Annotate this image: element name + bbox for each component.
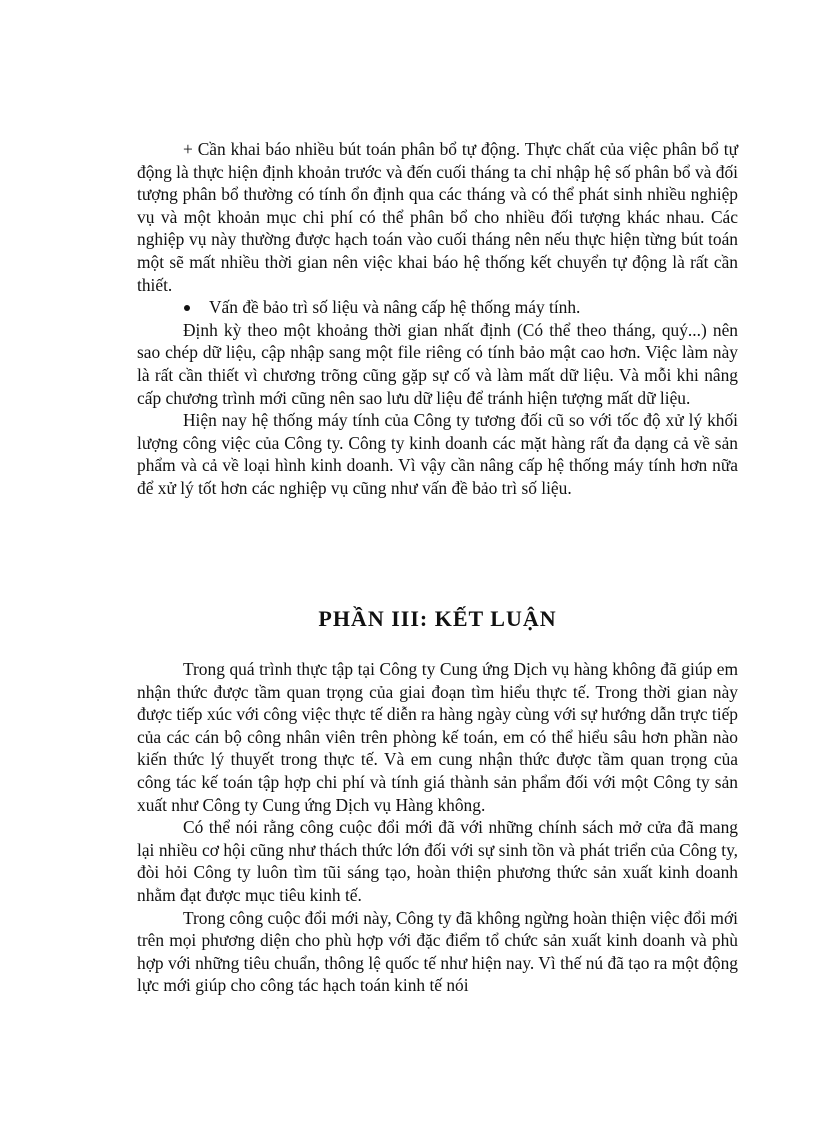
section-body-1	[137, 138, 738, 500]
section-body-2	[137, 658, 738, 997]
bullet-item	[137, 296, 738, 319]
paragraph-auto-allocation: + Cần khai báo nhiều bút toán phân bổ tự động. Thực chất của việc phân bổ tự động là thực hiện định khoản trước và đến cuối tháng ta chỉ nhập hệ số phân bổ và đối tượng phân bổ thường có tính ổn định qua các tháng và có thể phát sinh nhiều nghiệp vụ và một khoản mục chi phí có thể phân bổ cho nhiều đối tượng khác nhau. Các nghiệp vụ này thường được hạch toán vào cuối tháng nên nếu thực hiện từng bút toán một sẽ mất nhiều thời gian nên việc khai báo hệ thống kết chuyển tự động là rất cần thiết.	[137, 139, 738, 295]
bullet-text: Vấn đề bảo trì số liệu và nâng cấp hệ thống máy tính.	[209, 297, 581, 318]
paragraph-data-backup: Định kỳ theo một khoảng thời gian nhất định (Có thể theo tháng, quý...) nên sao chép dữ liệu, cập nhập sang một file riêng có tính bảo mật cao hơn. Việc làm này là rất cần thiết vì chương trõng cũng gặp sự cố và làm mất dữ liệu. Và mỗi khi nâng cấp chương trình mới cũng nên sao lưu dữ liệu để tránh hiện tượng mất dữ liệu.	[137, 319, 738, 408]
paragraph-computer-system: Hiện nay hệ thống máy tính của Công ty tương đối cũ so với tốc độ xử lý khối lượng công việc của Công ty. Công ty kinh doanh các mặt hàng rất đa dạng cả về sản phẩm và cả về loại hình kinh doanh. Vì vậy cần nâng cấp hệ thống máy tính hơn nữa để xử lý tốt hơn các nghiệp vụ cũng như vấn đề bảo trì số liệu.	[137, 410, 738, 498]
paragraph-reform: Có thể nói rằng công cuộc đổi mới đã với những chính sách mở cửa đã mang lại nhiều cơ hội cũng như thách thức lớn đối với sự sinh tồn và phát triển của Công ty, đòi hỏi Công ty luôn tìm tũi sáng tạo, hoàn thiện phương thức sản xuất kinh doanh nhằm đạt được mục tiêu kinh tế.	[137, 817, 738, 905]
section-heading: PHẦN III: KẾT LUẬN	[318, 606, 557, 631]
paragraph-improvement: Trong công cuộc đổi mới này, Công ty đã không ngừng hoàn thiện việc đổi mới trên mọi phương diện cho phù hợp với đặc điểm tổ chức sản xuất kinh doanh và phù hợp với những tiêu chuẩn, thông lệ quốc tế như hiện nay. Vì thế nú đã tạo ra một động lực mới giúp cho công tác hạch toán kinh tế nói	[137, 907, 738, 996]
paragraph-internship: Trong quá trình thực tập tại Công ty Cung ứng Dịch vụ hàng không đã giúp em nhận thức được tầm quan trọng của giai đoạn tìm hiểu thực tế. Trong thời gian này được tiếp xúc với công việc thực tế diễn ra hàng ngày cùng với sự hướng dẫn trực tiếp của các cán bộ công nhân viên trên phòng kế toán, em có thể hiểu sâu hơn phần nào kiến thức lý thuyết trong thực tế. Và em cung nhận thức được tầm quan trọng của công tác kế toán tập hợp chi phí và tính giá thành sản phẩm đối với một Công ty sản xuất như Công ty Cung ứng Dịch vụ Hàng không.	[137, 659, 738, 815]
